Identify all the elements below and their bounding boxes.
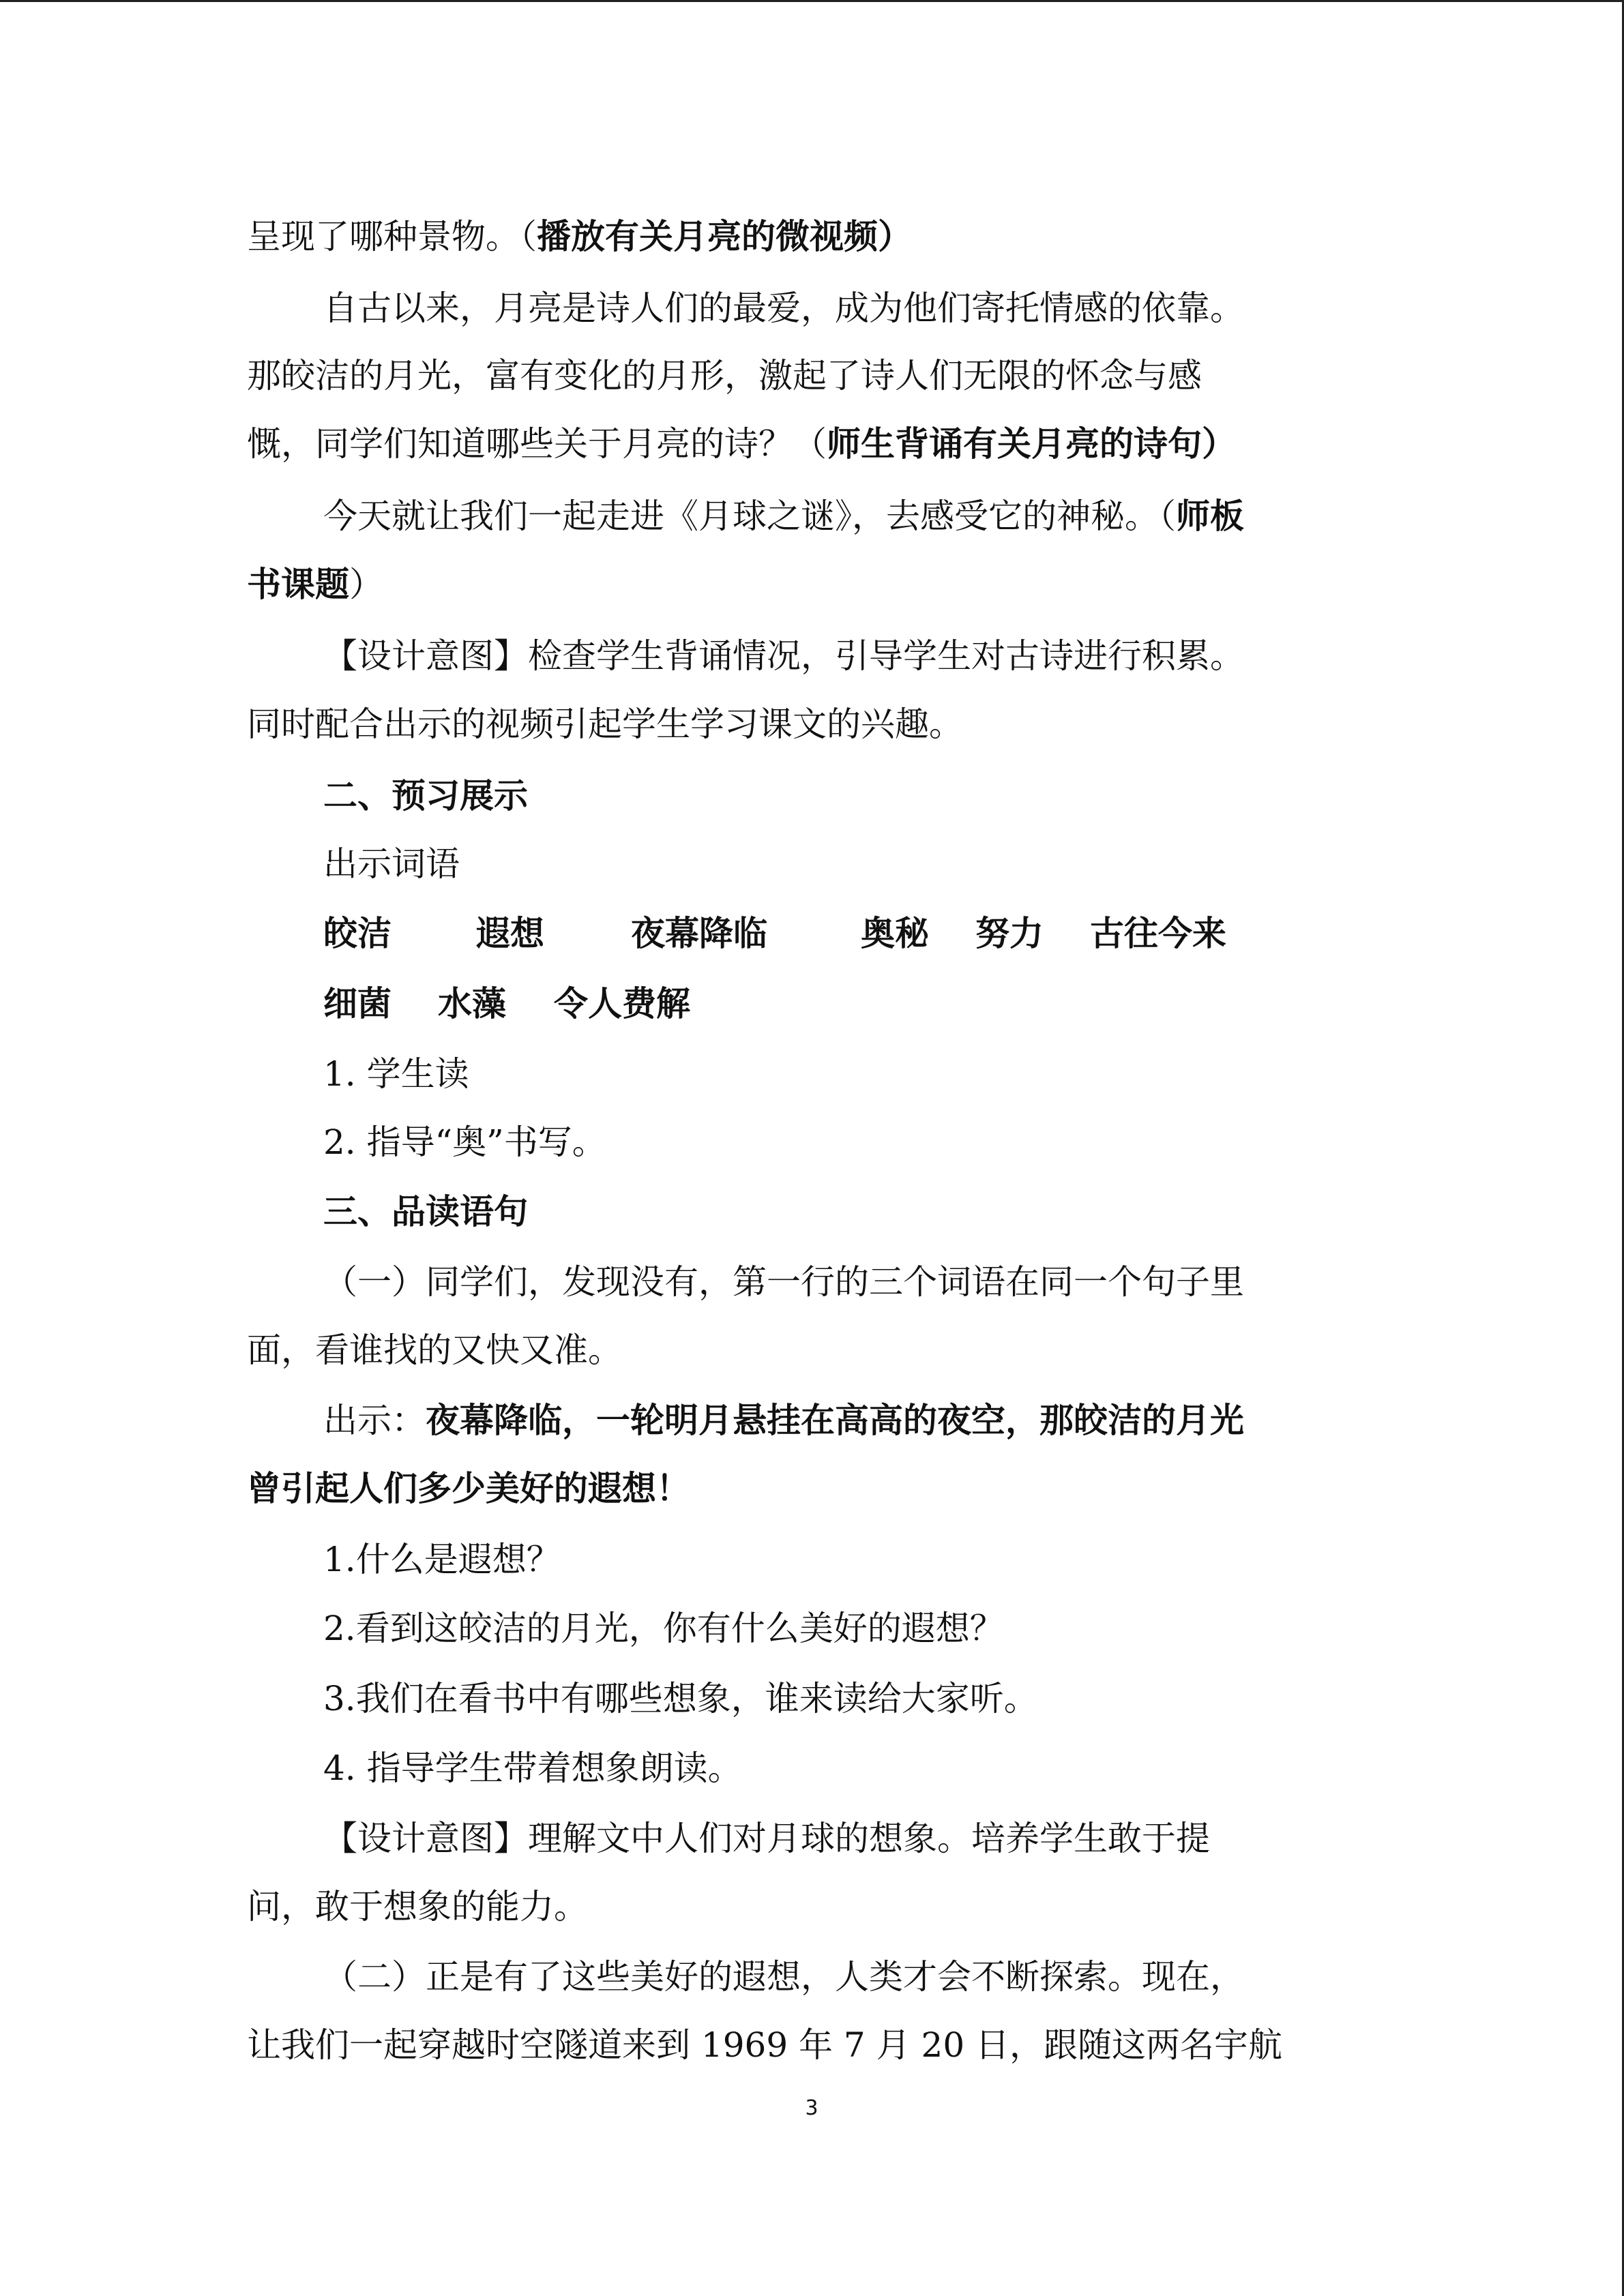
vocab-word: 令人费解	[554, 983, 690, 1024]
vocab-word: 古往今来	[1090, 913, 1226, 953]
page-top-border	[0, 0, 1624, 2]
text-line: 自古以来，月亮是诗人们的最爱，成为他们寄托情感的依靠。	[323, 288, 1244, 328]
page-number: 3	[805, 2096, 818, 2120]
text-line: 【设计意图】检查学生背诵情况，引导学生对古诗进行积累。	[323, 636, 1244, 676]
text-line: 【设计意图】理解文中人们对月球的想象。培养学生敢于提	[323, 1819, 1210, 1858]
text-line: 问，敢于想象的能力。	[247, 1887, 588, 1926]
vocab-word: 努力	[975, 913, 1044, 953]
text-line: 慨，同学们知道哪些关于月亮的诗？（师生背诵有关月亮的诗句）	[247, 423, 1236, 464]
text-line: 出示词语	[323, 844, 460, 884]
vocab-word: 奥秘	[861, 913, 929, 953]
text-line: 今天就让我们一起走进《月球之谜》，去感受它的神秘。（师板	[323, 496, 1244, 536]
text-line: （一）同学们，发现没有，第一行的三个词语在同一个句子里	[323, 1262, 1244, 1302]
list-item: 1. 学生读	[323, 1054, 469, 1094]
text-line: 呈现了哪种景物。（播放有关月亮的微视频）	[247, 216, 912, 256]
text-line: 让我们一起穿越时空隧道来到 1969 年 7 月 20 日，跟随这两名宇航	[247, 2025, 1283, 2065]
text-line: 出示：夜幕降临，一轮明月悬挂在高高的夜空，那皎洁的月光	[323, 1400, 1244, 1440]
text-line: 曾引起人们多少美好的遐想！	[247, 1468, 690, 1508]
vocab-word: 遐想	[476, 913, 544, 953]
list-item: 2. 指导“奥”书写。	[323, 1122, 606, 1162]
text-line: 面，看谁找的又快又准。	[247, 1330, 622, 1370]
vocab-word: 细菌	[323, 983, 392, 1024]
vocab-word: 夜幕降临	[631, 913, 767, 953]
text-line: 书课题）	[247, 564, 383, 604]
section-heading: 三、品读语句	[323, 1191, 528, 1232]
list-item: 4. 指导学生带着想象朗读。	[323, 1748, 742, 1788]
list-item: 1.什么是遐想？	[323, 1540, 561, 1579]
section-heading: 二、预习展示	[323, 775, 528, 816]
list-item: 2.看到这皎洁的月光，你有什么美好的遐想？	[323, 1609, 1004, 1648]
list-item: 3.我们在看书中有哪些想象，谁来读给大家听。	[323, 1679, 1038, 1718]
text-line: 那皎洁的月光，富有变化的月形，激起了诗人们无限的怀念与感	[247, 356, 1202, 396]
vocab-word: 皎洁	[323, 913, 392, 953]
text-line: （二）正是有了这些美好的遐想，人类才会不断探索。现在，	[323, 1957, 1244, 1997]
text-line: 同时配合出示的视频引起学生学习课文的兴趣。	[247, 704, 963, 744]
vocab-word: 水藻	[438, 983, 506, 1024]
